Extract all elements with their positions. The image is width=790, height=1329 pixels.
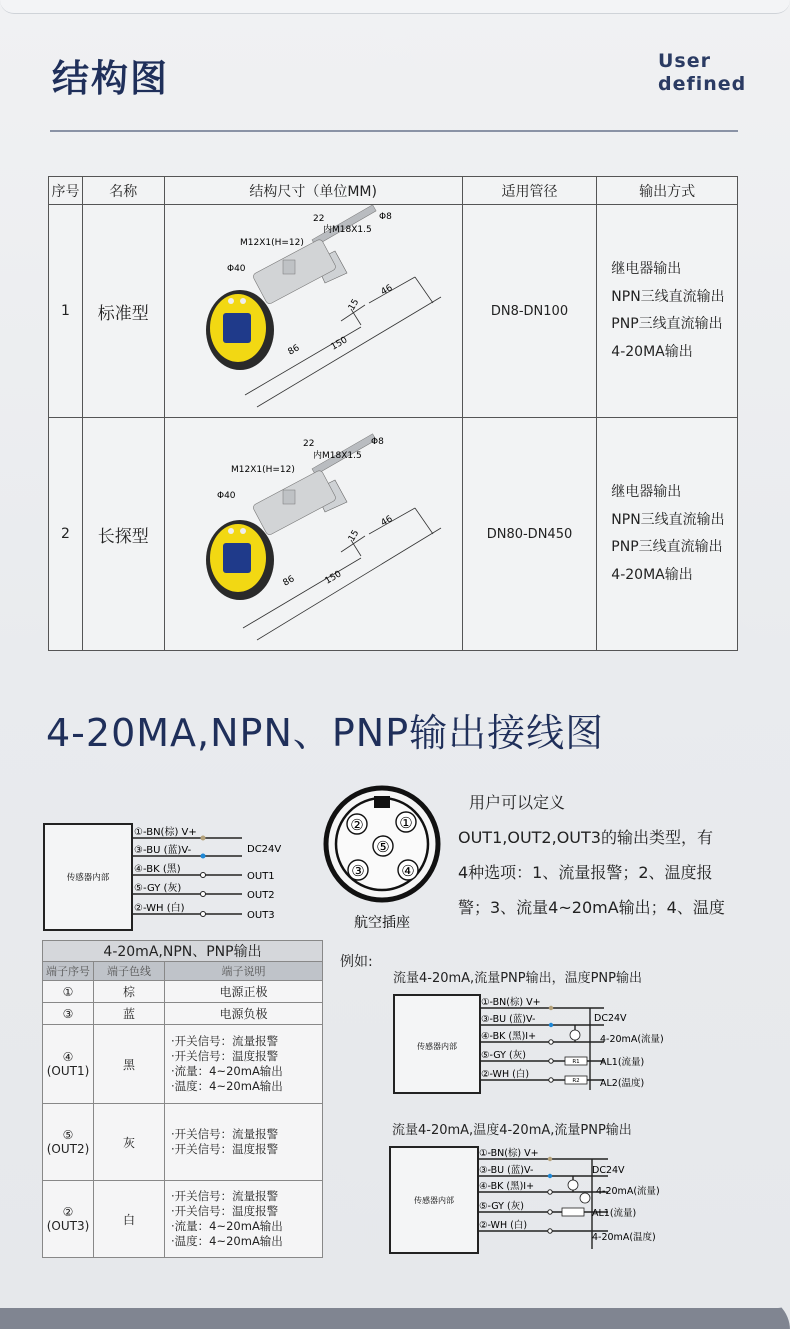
wire-bu: ③-BU (蓝)V- — [134, 845, 192, 856]
table-row: ⑤ (OUT2) 灰 ·开关信号：流量报警 ·开关信号：温度报警 — [43, 1104, 323, 1181]
sensor-box-label: 传感器内部 — [66, 873, 110, 883]
svg-text:DC24V: DC24V — [594, 1013, 627, 1024]
connector-label: 航空插座 — [354, 915, 410, 931]
row-outputs: 继电器输出 NPN三线直流输出 PNP三线直流输出 4-20MA输出 — [597, 418, 738, 651]
svg-text:传感器内部: 传感器内部 — [417, 1042, 457, 1051]
dim-probe: Φ8 — [371, 437, 384, 447]
svg-text:①-BN(棕) V+: ①-BN(棕) V+ — [481, 997, 541, 1008]
label-out1: OUT1 — [247, 871, 275, 882]
svg-text:AL1(流量): AL1(流量) — [592, 1208, 637, 1219]
pin-5: ⑤ — [376, 838, 390, 856]
main-wiring-diagram — [40, 820, 320, 935]
svg-text:③-BU (蓝)V-: ③-BU (蓝)V- — [479, 1165, 534, 1176]
example-2-diagram — [380, 1135, 690, 1255]
svg-text:②-WH (白): ②-WH (白) — [481, 1069, 530, 1080]
svg-text:①-BN(棕) V+: ①-BN(棕) V+ — [479, 1148, 539, 1159]
svg-text:4-20mA(流量): 4-20mA(流量) — [600, 1034, 664, 1045]
svg-text:R1: R1 — [572, 1059, 580, 1065]
label-out3: OUT3 — [247, 910, 275, 921]
user-defined-label: User defined — [658, 50, 747, 95]
bottom-decoration — [0, 1296, 790, 1329]
svg-text:⑤-GY (灰): ⑤-GY (灰) — [479, 1201, 524, 1212]
spec-table-header — [49, 177, 738, 205]
dim-wrench: 22 — [303, 439, 315, 449]
row-outputs: 继电器输出 NPN三线直流输出 PNP三线直流输出 4-20MA输出 — [597, 205, 738, 418]
dimension-drawing — [164, 418, 462, 651]
dim-46: 46 — [379, 514, 395, 529]
label-dc24v: DC24V — [247, 844, 282, 855]
dim-150: 150 — [323, 569, 344, 587]
row-name: 标准型 — [82, 205, 164, 418]
wire-bk: ④-BK (黑) — [134, 864, 181, 875]
terminal-table-caption: 4-20mA,NPN、PNP输出 — [43, 941, 323, 962]
dim-86: 86 — [286, 343, 302, 358]
sensor-drawing — [165, 418, 461, 646]
page-title: 结构图 — [52, 57, 169, 100]
dim-150: 150 — [329, 335, 350, 353]
svg-text:AL2(温度): AL2(温度) — [600, 1078, 645, 1089]
example-1-title: 流量4-20mA,流量PNP输出，温度PNP输出 — [393, 971, 642, 986]
svg-text:③-BU (蓝)V-: ③-BU (蓝)V- — [481, 1014, 536, 1025]
wire-gy: ⑤-GY (灰) — [134, 883, 182, 894]
table-row — [49, 418, 738, 651]
dim-46: 46 — [379, 283, 395, 298]
row-pipe: DN8-DN100 — [462, 205, 597, 418]
dimension-drawing — [164, 205, 462, 418]
svg-text:DC24V: DC24V — [592, 1165, 625, 1176]
table-row: ② (OUT3) 白 ·开关信号：流量报警 ·开关信号：温度报警 ·流量：4~20mA输出 ·温度：4~20mA输出 — [43, 1181, 323, 1258]
svg-text:4-20mA(温度): 4-20mA(温度) — [592, 1232, 656, 1243]
svg-text:AL1(流量): AL1(流量) — [600, 1057, 645, 1068]
title-divider — [50, 130, 738, 132]
col-pipe: 适用管径 — [462, 177, 597, 205]
dim-86: 86 — [281, 574, 297, 589]
label-out2: OUT2 — [247, 890, 275, 901]
top-edge — [0, 0, 790, 14]
table-row: ① 棕 电源正极 — [43, 981, 323, 1003]
row-no: 2 — [49, 418, 83, 651]
row-no: 1 — [49, 205, 83, 418]
row-name: 长探型 — [82, 418, 164, 651]
dim-thread: 内M18X1.5 — [313, 451, 362, 461]
wire-bn: ①-BN(棕) V+ — [134, 827, 197, 838]
example-label: 例如: — [340, 954, 373, 970]
dim-thread: 内M18X1.5 — [323, 225, 372, 235]
pin-4: ④ — [401, 862, 415, 880]
col-name: 名称 — [82, 177, 164, 205]
sensor-drawing — [165, 205, 461, 413]
table-row — [49, 205, 738, 418]
example-1-diagram — [380, 980, 690, 1100]
dim-probe: Φ8 — [379, 212, 392, 222]
col-color: 端子色线 — [94, 962, 165, 981]
wire-wh: ②-WH (白) — [134, 903, 185, 914]
col-no: 序号 — [49, 177, 83, 205]
col-pin: 端子序号 — [43, 962, 94, 981]
dim-15: 15 — [347, 297, 362, 313]
table-row: ③ 蓝 电源负极 — [43, 1003, 323, 1025]
dim-face: Φ40 — [227, 264, 246, 274]
svg-text:②-WH (白): ②-WH (白) — [479, 1220, 528, 1231]
svg-text:R2: R2 — [572, 1078, 580, 1084]
dim-face: Φ40 — [217, 491, 236, 501]
pin-2: ② — [350, 816, 364, 834]
example-2-title: 流量4-20mA,温度4-20mA,流量PNP输出 — [392, 1123, 632, 1138]
col-output: 输出方式 — [597, 177, 738, 205]
user-definition-text: 用户可以定义 OUT1,OUT2,OUT3的输出类型，有 4种选项：1、流量报警；2、温度报 警；3、流量4~20mA输出；4、温度 — [458, 793, 725, 917]
spec-table — [48, 176, 738, 651]
wiring-section-title: 4-20MA,NPN、PNP输出接线图 — [46, 711, 605, 755]
aviation-connector — [322, 784, 442, 934]
col-dims: 结构尺寸（单位MM) — [164, 177, 462, 205]
svg-text:④-BK (黑)I+: ④-BK (黑)I+ — [479, 1181, 535, 1192]
pin-1: ① — [399, 814, 413, 832]
dim-15: 15 — [347, 528, 362, 544]
col-desc: 端子说明 — [165, 962, 323, 981]
svg-text:④-BK (黑)I+: ④-BK (黑)I+ — [481, 1031, 537, 1042]
pin-3: ③ — [351, 862, 365, 880]
dim-wrench: 22 — [313, 214, 325, 224]
row-pipe: DN80-DN450 — [462, 418, 597, 651]
svg-text:4-20mA(流量): 4-20mA(流量) — [596, 1186, 660, 1197]
svg-text:传感器内部: 传感器内部 — [414, 1196, 454, 1205]
dim-plug: M12X1(H=12) — [240, 238, 305, 248]
terminal-table — [42, 940, 323, 1258]
table-row: ④ (OUT1) 黑 ·开关信号：流量报警 ·开关信号：温度报警 ·流量：4~20mA输出 ·温度：4~20mA输出 — [43, 1025, 323, 1104]
svg-text:⑤-GY (灰): ⑤-GY (灰) — [481, 1050, 526, 1061]
dim-plug: M12X1(H=12) — [231, 465, 296, 475]
